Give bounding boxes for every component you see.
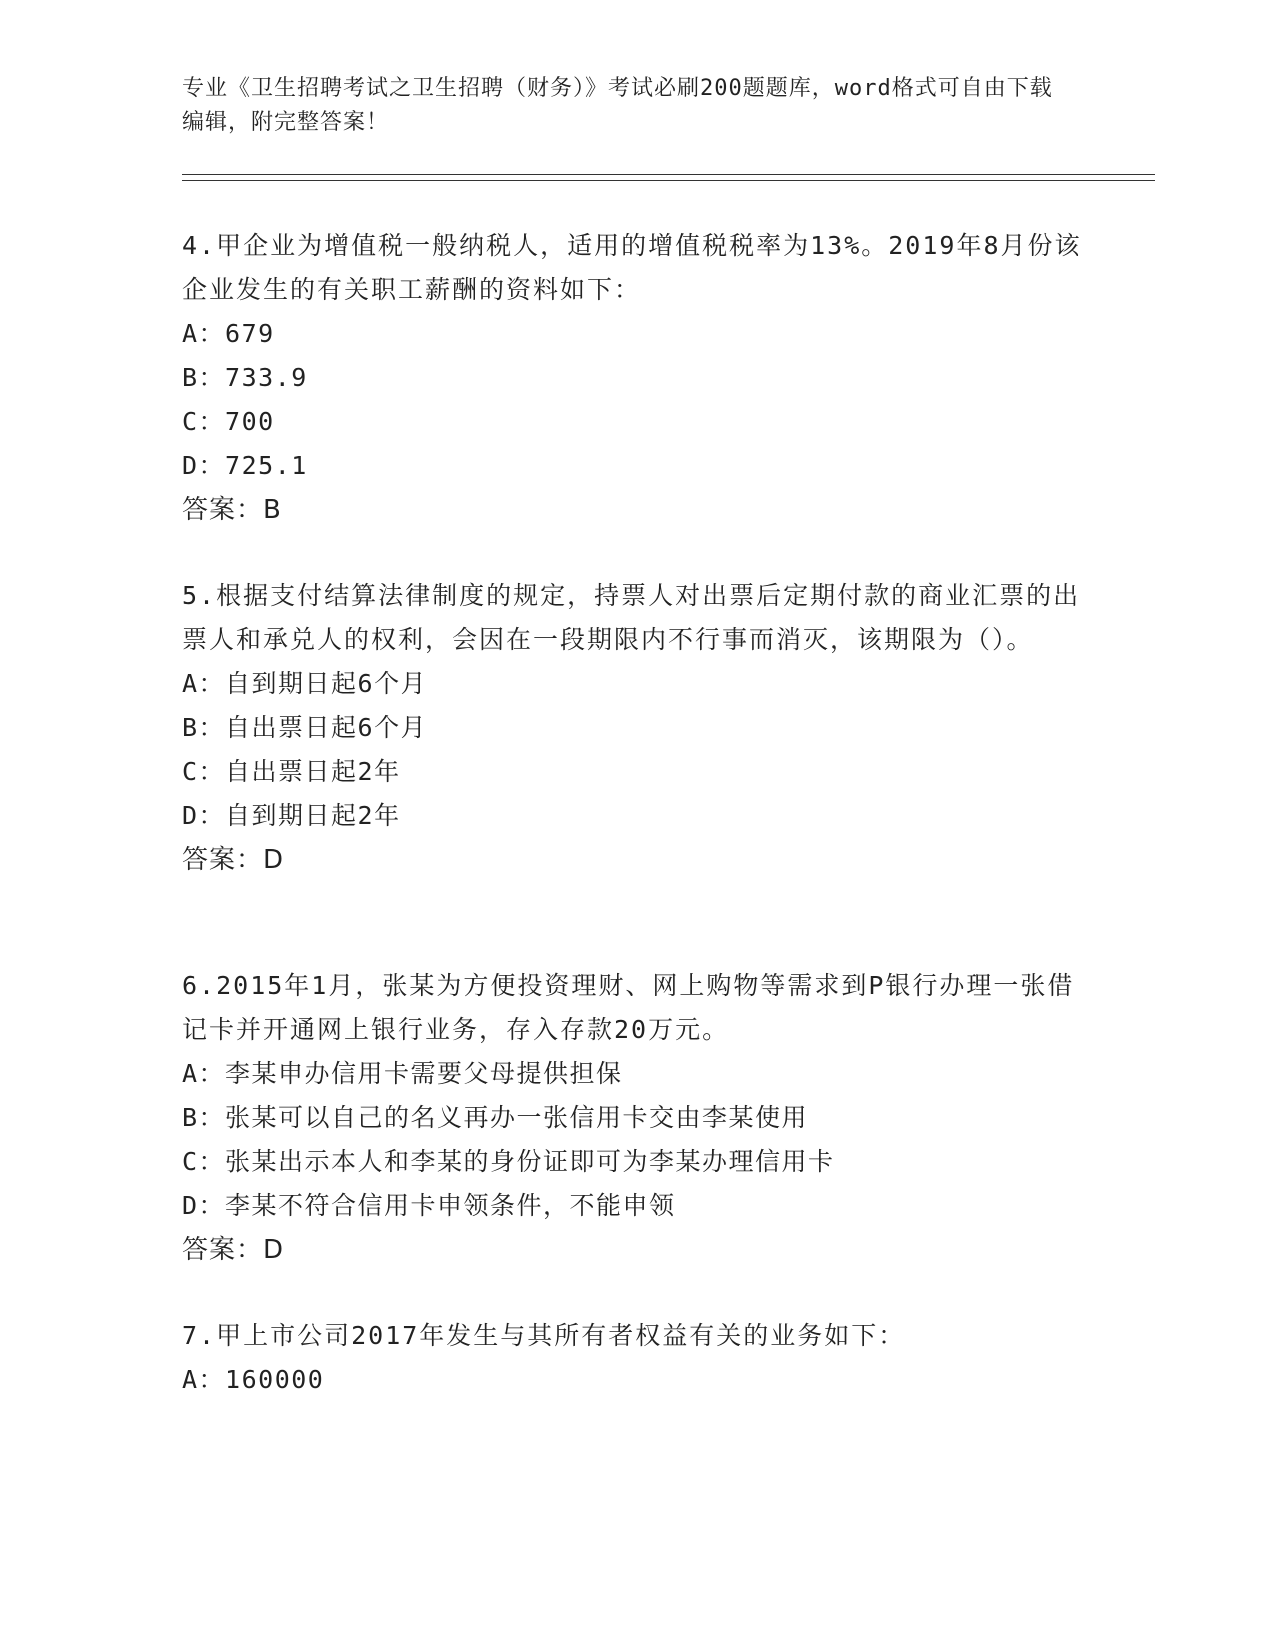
- header-divider-top: [182, 174, 1155, 175]
- option-b: B：张某可以自己的名义再办一张信用卡交由李某使用: [182, 1103, 809, 1132]
- question-5: [182, 574, 1082, 882]
- option-a: A：160000: [182, 1365, 325, 1394]
- answer: 答案：D: [182, 845, 285, 875]
- answer: 答案：B: [182, 495, 282, 525]
- option-d: D：李某不符合信用卡申领条件，不能申领: [182, 1191, 676, 1220]
- question-4: [182, 224, 1082, 532]
- answer: 答案：D: [182, 1235, 285, 1265]
- question-stem: 6.2015年1月，张某为方便投资理财、网上购物等需求到P银行办理一张借记卡并开通网上银行业务，存入存款20万元。: [182, 971, 1075, 1044]
- option-b: B：733.9: [182, 363, 308, 392]
- question-7: [182, 1314, 1082, 1402]
- option-c: C：自出票日起2年: [182, 757, 401, 786]
- option-a: A：679: [182, 319, 275, 348]
- option-b: B：自出票日起6个月: [182, 713, 428, 742]
- option-a: A：李某申办信用卡需要父母提供担保: [182, 1059, 623, 1088]
- option-a: A：自到期日起6个月: [182, 669, 428, 698]
- question-stem: 7.甲上市公司2017年发生与其所有者权益有关的业务如下：: [182, 1321, 906, 1350]
- question-stem: 5.根据支付结算法律制度的规定，持票人对出票后定期付款的商业汇票的出票人和承兑人的权利，会因在一段期限内不行事而消灭，该期限为（）。: [182, 581, 1081, 654]
- question-6: [182, 964, 1082, 1272]
- option-d: D：725.1: [182, 451, 308, 480]
- document-header: 专业《卫生招聘考试之卫生招聘（财务）》考试必刷200题题库，word格式可自由下载编辑，附完整答案！: [182, 76, 1053, 135]
- option-c: C：700: [182, 407, 275, 436]
- option-d: D：自到期日起2年: [182, 801, 401, 830]
- question-stem: 4.甲企业为增值税一般纳税人，适用的增值税税率为13%。2019年8月份该企业发生的有关职工薪酬的资料如下：: [182, 231, 1082, 304]
- option-c: C：张某出示本人和李某的身份证即可为李某办理信用卡: [182, 1147, 835, 1176]
- header-divider-bottom: [182, 180, 1155, 181]
